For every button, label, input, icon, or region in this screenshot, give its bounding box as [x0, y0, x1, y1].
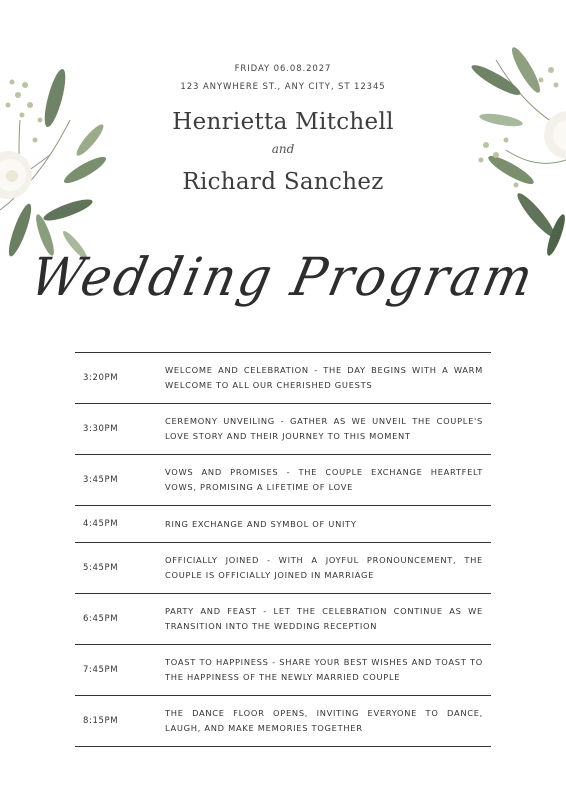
- schedule-row: [75, 594, 491, 645]
- schedule-row: [75, 506, 491, 543]
- groom-name: Richard Sanchez: [182, 169, 384, 195]
- schedule-row: [75, 696, 491, 747]
- bride-name: Henrietta Mitchell: [172, 109, 394, 135]
- schedule-time: 4:45PM: [83, 519, 119, 529]
- header: [0, 63, 566, 195]
- program-schedule: [75, 352, 491, 747]
- schedule-row: [75, 455, 491, 506]
- schedule-description: CEREMONY UNVEILING - GATHER AS WE UNVEIL THE COUPLE'S LOVE STORY AND THEIR JOURNEY TO THIS MOMENT: [165, 416, 483, 441]
- schedule-row: [75, 353, 491, 404]
- schedule-description: OFFICIALLY JOINED - WITH A JOYFUL PRONOUNCEMENT, THE COUPLE IS OFFICIALLY JOINED IN MARRIAGE: [165, 555, 483, 580]
- schedule-time: 3:45PM: [83, 475, 119, 485]
- schedule-description: RING EXCHANGE AND SYMBOL OF UNITY: [165, 518, 357, 529]
- program-title: Wedding Program: [25, 246, 541, 308]
- schedule-description: WELCOME AND CELEBRATION - THE DAY BEGINS WITH A WARM WELCOME TO ALL OUR CHERISHED GUESTS: [165, 365, 483, 390]
- schedule-description: THE DANCE FLOOR OPENS, INVITING EVERYONE TO DANCE, LAUGH, AND MAKE MEMORIES TOGETHER: [165, 708, 483, 733]
- schedule-description: TOAST TO HAPPINESS - SHARE YOUR BEST WISHES AND TOAST TO THE HAPPINESS OF THE NEWLY MARRIED COUPLE: [165, 657, 483, 682]
- schedule-time: 6:45PM: [83, 614, 119, 624]
- schedule-time: 3:20PM: [83, 373, 119, 383]
- schedule-row: [75, 543, 491, 594]
- schedule-time: 3:30PM: [83, 424, 119, 434]
- schedule-description: PARTY AND FEAST - LET THE CELEBRATION CONTINUE AS WE TRANSITION INTO THE WEDDING RECEPTION: [165, 606, 483, 631]
- schedule-row: [75, 404, 491, 455]
- event-date: FRIDAY 06.08.2027: [234, 64, 332, 74]
- schedule-time: 7:45PM: [83, 665, 119, 675]
- event-address: 123 ANYWHERE ST., ANY CITY, ST 12345: [180, 82, 386, 92]
- schedule-time: 5:45PM: [83, 563, 119, 573]
- schedule-description: VOWS AND PROMISES - THE COUPLE EXCHANGE HEARTFELT VOWS, PROMISING A LIFETIME OF LOVE: [165, 467, 483, 492]
- and-connector: and: [271, 142, 295, 156]
- schedule-row: [75, 645, 491, 696]
- schedule-time: 8:15PM: [83, 716, 119, 726]
